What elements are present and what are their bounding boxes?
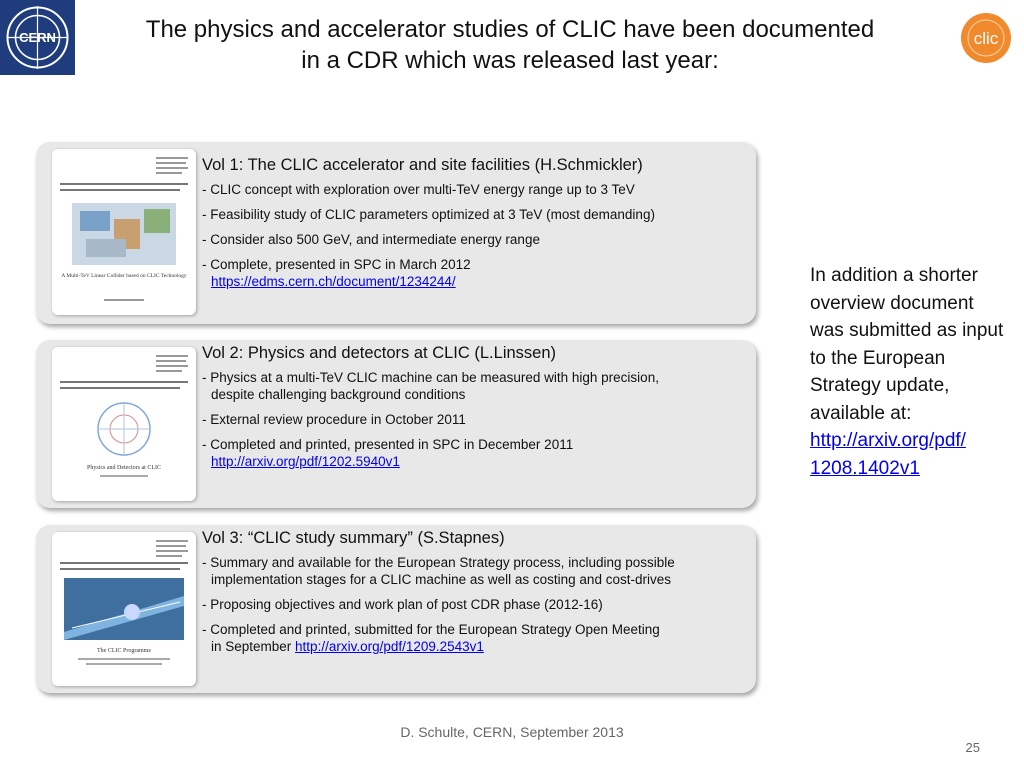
vol2-title: Vol 2: Physics and detectors at CLIC (L.Linssen) — [202, 344, 557, 362]
clic-logo — [960, 12, 1012, 64]
vol1-content — [202, 156, 748, 298]
volume-panel-3 — [36, 525, 756, 693]
volume-panel-2 — [36, 340, 756, 508]
vol1-link[interactable]: https://edms.cern.ch/document/1234244/ — [211, 274, 456, 289]
vol3-bullet-1-line-2: implementation stages for a CLIC machine as well as costing and cost-drives — [211, 572, 671, 587]
svg-text:A Multi-TeV Linear Collider ba: A Multi-TeV Linear Collider based on CLIC Technology — [61, 273, 187, 279]
vol1-title: Vol 1: The CLIC accelerator and site facilities (H.Schmickler) — [202, 156, 643, 174]
vol1-bullet-1: - CLIC concept with exploration over multi-TeV energy range up to 3 TeV — [202, 182, 635, 197]
volume-panel-1 — [36, 142, 756, 324]
vol2-bullet-1-line-1: - Physics at a multi-TeV CLIC machine can be measured with high precision, — [202, 370, 659, 385]
svg-text:clic: clic — [973, 29, 999, 48]
side-note-link[interactable]: http://arxiv.org/pdf/ 1208.1402v1 — [810, 430, 966, 479]
vol1-bullet-4-text: - Complete, presented in SPC in March 2012 — [202, 257, 471, 272]
vol1-cover-image — [52, 149, 196, 315]
vol1-bullet-4 — [202, 256, 748, 290]
vol3-cover-image — [52, 532, 196, 686]
vol2-link[interactable]: http://arxiv.org/pdf/1202.5940v1 — [211, 454, 400, 469]
footer-text: D. Schulte, CERN, September 2013 — [400, 724, 624, 740]
vol3-bullet-3-line-2: in September — [211, 639, 296, 654]
vol1-bullet-2: - Feasibility study of CLIC parameters optimized at 3 TeV (most demanding) — [202, 207, 655, 222]
vol2-bullet-3-text: - Completed and printed, presented in SPC in December 2011 — [202, 437, 574, 452]
title-line-2: in a CDR which was released last year: — [301, 47, 719, 74]
vol2-bullet-2: - External review procedure in October 2011 — [202, 412, 466, 427]
title-line-1: The physics and accelerator studies of CLIC have been documented — [145, 16, 875, 43]
vol3-bullet-3 — [202, 621, 748, 655]
vol3-title: Vol 3: “CLIC study summary” (S.Stapnes) — [202, 529, 505, 547]
side-note — [810, 262, 1010, 482]
cern-logo — [0, 0, 75, 75]
svg-text:The CLIC Programme: The CLIC Programme — [97, 648, 151, 654]
page-number: 25 — [965, 740, 980, 755]
vol1-bullet-3: - Consider also 500 GeV, and intermediate energy range — [202, 232, 540, 247]
vol3-link[interactable]: http://arxiv.org/pdf/1209.2543v1 — [295, 639, 484, 654]
vol3-bullet-1 — [202, 554, 748, 588]
svg-text:CERN: CERN — [19, 30, 56, 45]
vol3-bullet-2: - Proposing objectives and work plan of post CDR phase (2012-16) — [202, 597, 603, 612]
svg-text:Physics and Detectors at CLIC: Physics and Detectors at CLIC — [87, 465, 161, 471]
slide-title — [90, 14, 930, 76]
vol2-bullet-3 — [202, 436, 748, 470]
vol2-bullet-1-line-2: despite challenging background conditions — [211, 387, 466, 402]
vol3-content — [202, 529, 748, 663]
vol2-cover-image — [52, 347, 196, 501]
vol2-bullet-1 — [202, 369, 748, 403]
vol3-bullet-1-line-1: - Summary and available for the European Strategy process, including possible — [202, 555, 675, 570]
vol3-bullet-3-line-1: - Completed and printed, submitted for the European Strategy Open Meeting — [202, 622, 660, 637]
side-note-text: In addition a shorter overview document was submitted as input to the European Strategy update, available at: — [810, 265, 1004, 424]
vol2-content — [202, 344, 748, 478]
